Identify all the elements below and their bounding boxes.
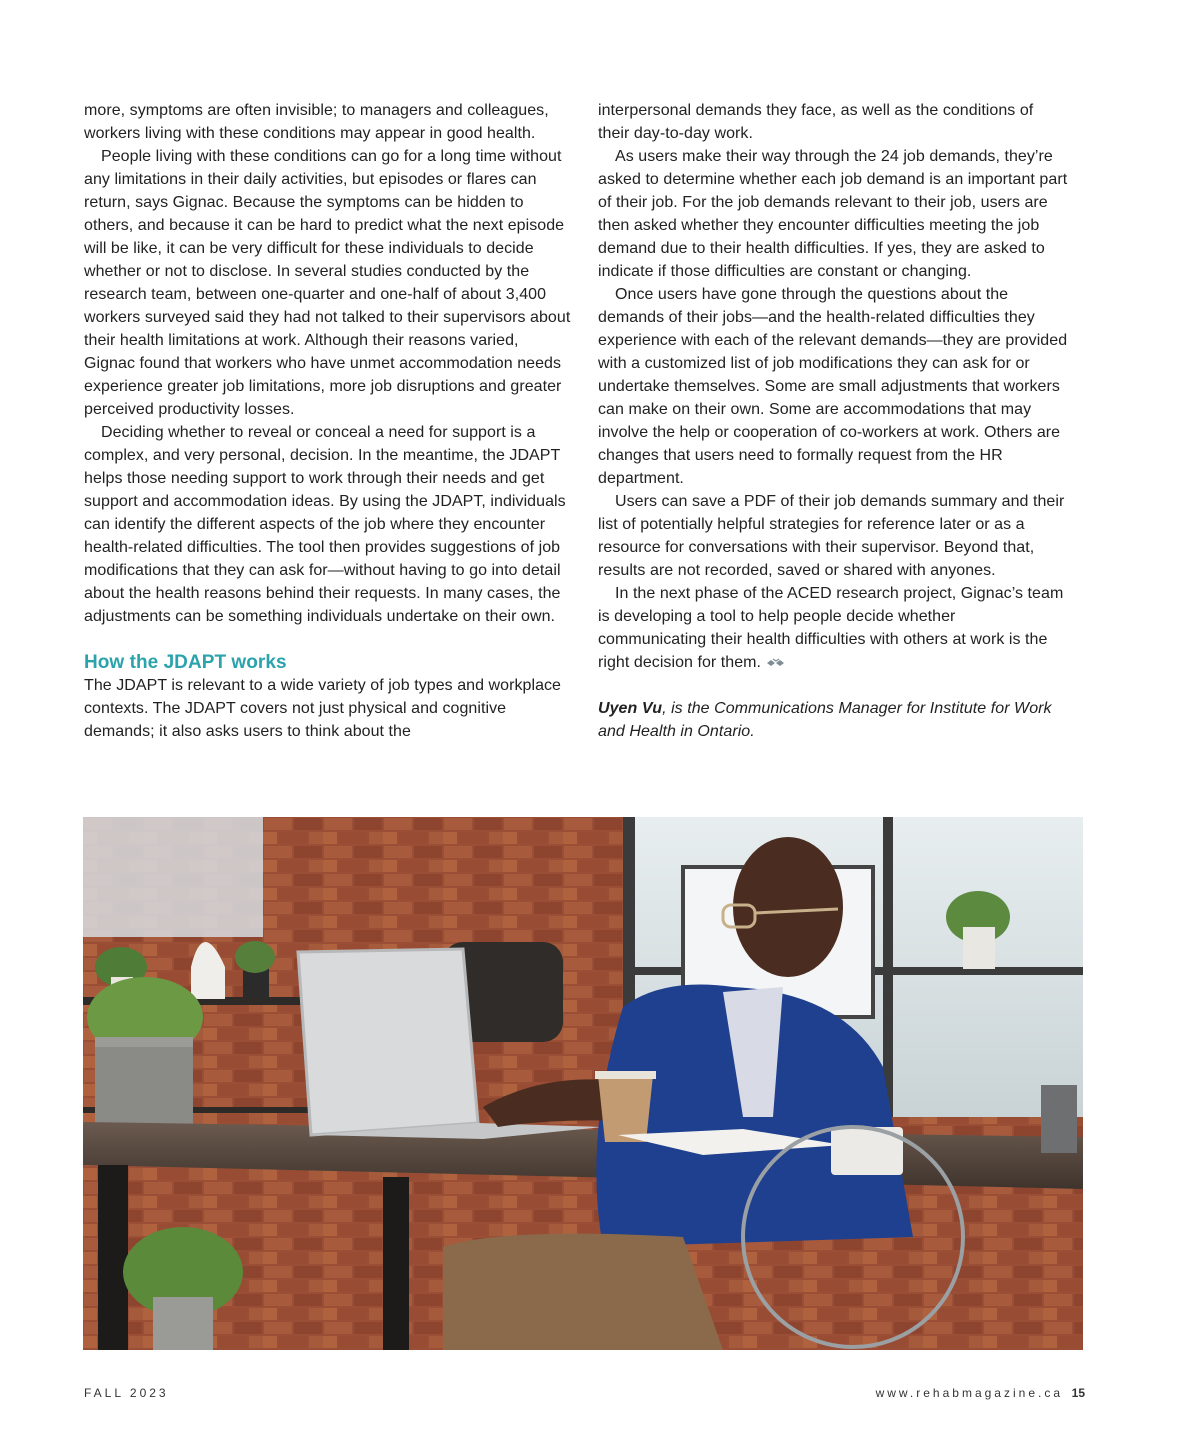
right-column <box>598 99 1068 743</box>
paragraph: Users can save a PDF of their job demands summary and their list of potentially helpful strategies for reference later or as a resource for conversations with their supervisor. Beyond that, results are not recorded, saved or shared with anyones. <box>598 493 1065 579</box>
paragraph: The JDAPT is relevant to a wide variety of job types and workplace contexts. The JDAPT covers not just physical and cognitive demands; it also asks users to think about the <box>84 677 562 740</box>
website-url[interactable]: www.rehabmagazine.ca <box>875 1386 1063 1400</box>
paragraph-last <box>598 582 1068 674</box>
paragraph-text: In the next phase of the ACED research project, Gignac’s team is developing a tool to help people decide whether communicating their health difficulties with others at work is the right decision for them. <box>598 585 1064 671</box>
paragraph: more, symptoms are often invisible; to managers and colleagues, workers living with these conditions may appear in good health. <box>84 102 549 142</box>
office-worker-photo <box>83 817 1083 1350</box>
paragraph: Deciding whether to reveal or conceal a need for support is a complex, and very personal, decision. In the meantime, the JDAPT helps those needing support to work through their needs and get support and accommodation ideas. By using the JDAPT, individuals can identify the different aspects of the job where they encounter health-related difficulties. The tool then provides suggestions of job modifications that they can ask for—without having to go into detail about the health reasons behind their requests. In many cases, the adjustments can be something individuals undertake on their own. <box>84 424 566 625</box>
spacer <box>84 628 574 651</box>
article-photo <box>83 817 1083 1350</box>
issue-label: FALL 2023 <box>84 1386 169 1400</box>
paragraph: Once users have gone through the questions about the demands of their jobs—and the health-related difficulties they experience with each of the relevant demands—they are provided with a customized list of job modifications they can ask for or undertake themselves. Some are small adjustments that workers can make on their own. Some are accommodations that may involve the help or cooperation of co-workers at work. Others are changes that users need to formally request from the HR department. <box>598 286 1068 487</box>
author-byline <box>598 697 1068 743</box>
author-name: Uyen Vu <box>598 700 663 717</box>
paragraph: People living with these conditions can go for a long time without any limitations in their daily activities, but episodes or flares can return, says Gignac. Because the symptoms can be hidden to others, and because it can be hard to predict what the next episode will be like, it can be very difficult for these individuals to decide whether or not to disclose. In several studies conducted by the research team, between one-quarter and one-half of about 3,400 workers surveyed said they had not talked to their supervisors about their health limitations at work. Although their reasons varied, Gignac found that workers who have unmet accommodation needs experience greater job limitations, more job disruptions and greater perceived productivity losses. <box>84 148 571 418</box>
page-number: 15 <box>1071 1386 1085 1400</box>
paragraph: As users make their way through the 24 job demands, they’re asked to determine whether each job demand is an important part of their job. For the job demands relevant to their job, users are then asked whether they encounter difficulties meeting the job demand due to their health difficulties. If yes, they are asked to indicate if those difficulties are constant or changing. <box>598 148 1068 280</box>
author-description: , is the Communications Manager for Institute for Work and Health in Ontario. <box>598 700 1052 740</box>
end-mark-icon <box>765 658 787 668</box>
spacer <box>598 674 1068 697</box>
paragraph: interpersonal demands they face, as well as the conditions of their day-to-day work. <box>598 102 1034 142</box>
left-column <box>84 99 574 743</box>
section-heading: How the JDAPT works <box>84 652 287 673</box>
